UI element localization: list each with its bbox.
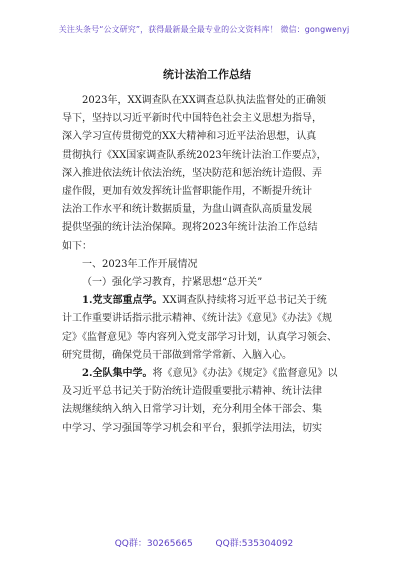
paragraph-line: 定》《监督意见》等内容列入党支部学习计划，认真学习领会、 bbox=[62, 331, 337, 343]
paragraph-line: 法治工作水平和统计数据质量，为盘山调查队高质量发展 bbox=[62, 204, 312, 216]
paragraph-line: 法规继续纳入纳入日常学习计划，充分利用全体干部会、集 bbox=[62, 404, 322, 416]
paragraph-line: 贯彻执行《XX国家调查队系统2023年统计法治工作要点》， bbox=[62, 149, 327, 161]
qq-group-1: QQ群：30265665 bbox=[114, 539, 193, 549]
paragraph-line: 如下： bbox=[62, 240, 92, 252]
intro-paragraph bbox=[62, 92, 352, 256]
paragraph-line: 深入学习宣传贯彻党的XX大精神和习近平法治思想，认真 bbox=[62, 131, 317, 143]
document-title: 统计法治工作总结 bbox=[163, 68, 251, 81]
item-1 bbox=[62, 292, 352, 365]
qq-group-2: QQ群:535304092 bbox=[215, 539, 294, 549]
item-1-heading: 1.党支部重点学。 bbox=[82, 295, 163, 307]
item-1-text: XX调查队持续将习近平总书记关于统 bbox=[162, 295, 327, 307]
paragraph-line: 2023年，XX调查队在XX调查总队执法监督处的正确领 bbox=[82, 95, 326, 106]
subsection-heading: （一）强化学习教育，拧紧思想“总开关” bbox=[82, 277, 263, 289]
paragraph-line: 研究贯彻，确保党员干部做到常学常新、入脑入心。 bbox=[62, 349, 292, 361]
document-body bbox=[62, 64, 352, 438]
paragraph-line: 及习近平总书记关于防治统计造假重要批示精神、统计法律 bbox=[62, 386, 322, 398]
promo-banner: 关注头条号“公文研究”，获得最新最全最专业的公文资料库！ 微信：gongwenyj bbox=[58, 25, 350, 34]
paragraph-line: 导下，坚持以习近平新时代中国特色社会主义思想为指导， bbox=[62, 113, 322, 125]
paragraph-line: 虚作假，更加有效发挥统计监督职能作用，不断提升统计 bbox=[62, 186, 312, 198]
section-heading: 一、2023年工作开展情况 bbox=[82, 258, 198, 270]
item-2-heading: 2.全队集中学。 bbox=[82, 368, 153, 380]
item-2 bbox=[62, 365, 352, 438]
paragraph-line: 中学习、学习强国等学习机会和平台，狠抓学法用法，切实 bbox=[62, 422, 322, 434]
footer-contacts bbox=[0, 536, 408, 549]
item-2-text: 将《意见》《办法》《规定》《监督意见》以 bbox=[152, 368, 338, 380]
paragraph-line: 深入推进依法统计依法治统，坚决防范和惩治统计造假、弄 bbox=[62, 167, 322, 179]
paragraph-line: 提供坚强的统计法治保障。现将2023年统计法治工作总结 bbox=[62, 222, 318, 234]
paragraph-line: 计工作重要讲话指示批示精神、《统计法》《意见》《办法》《规 bbox=[62, 313, 332, 325]
